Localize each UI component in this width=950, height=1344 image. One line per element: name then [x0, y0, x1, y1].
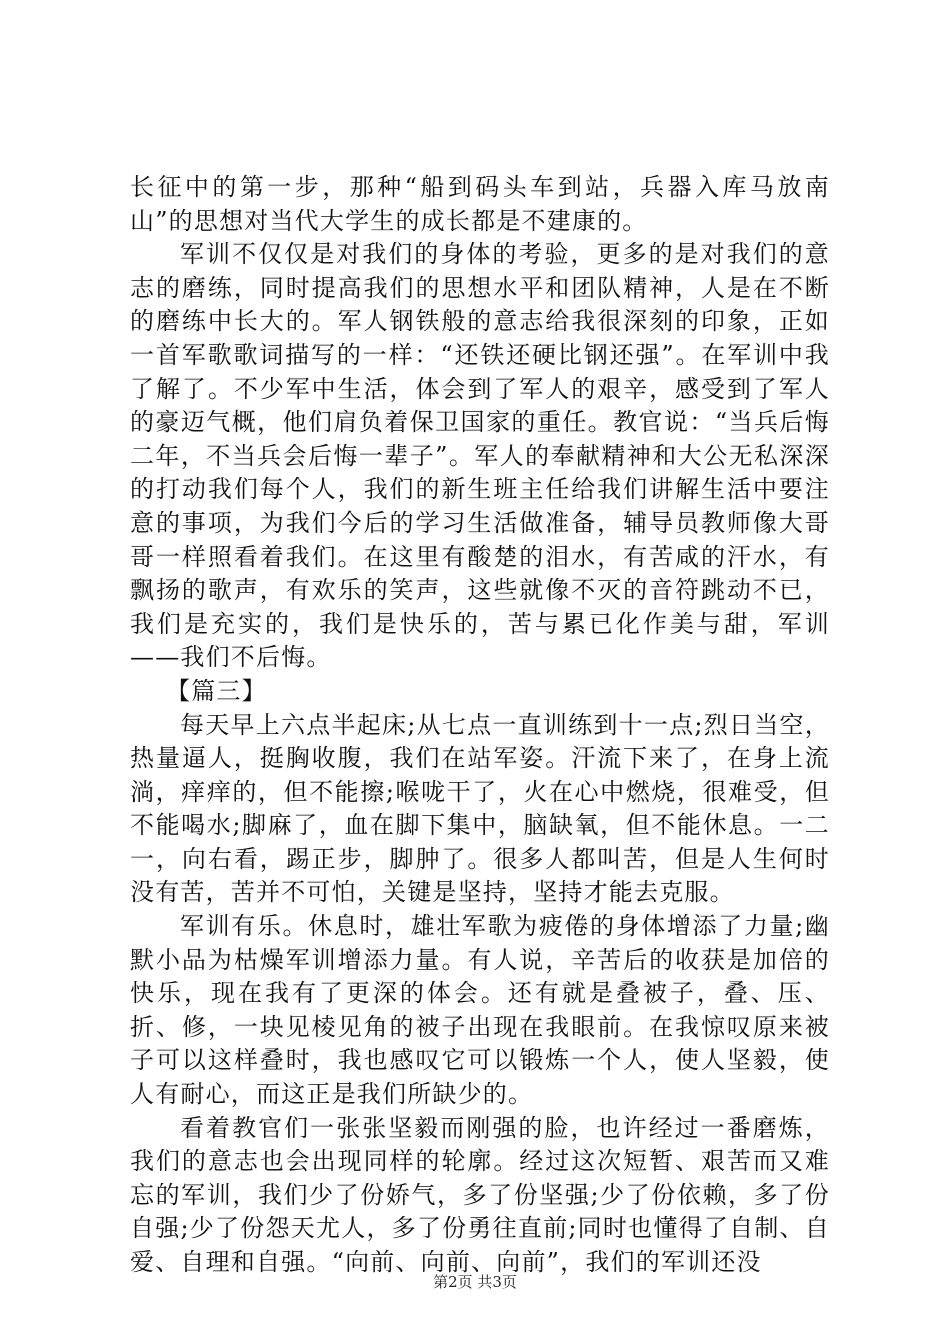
section-heading: 【篇三】 [166, 676, 267, 705]
paragraph-daily-training: 每天早上六点半起床;从七点一直训练到十一点;烈日当空，热量逼人，挺胸收腹，我们在站军姿。汗流下来了，在身上流淌，痒痒的，但不能擦;喉咙干了，火在心中燃烧，很难受，但不能喝水;脚麻了，血在脚下集中，脑缺氧，但不能休息。一二一，向右看，踢正步，脚肿了。很多人都叫苦，但是人生何时没有苦，苦并不可怕，关键是坚持，坚持才能去克服。 [130, 710, 830, 907]
document-body [130, 171, 830, 1280]
page-number-footer: 第2页 共3页 [433, 1273, 517, 1291]
paragraph-training-joy: 军训有乐。休息时，雄壮军歌为疲倦的身体增添了力量;幽默小品为枯燥军训增添力量。有人说，辛苦后的收获是加倍的快乐，现在我有了更深的体会。还有就是叠被子，叠、压、折、修，一块见棱见角的被子出现在我眼前。在我惊叹原来被子可以这样叠时，我也感叹它可以锻炼一个人，使人坚毅，使人有耐心，而这正是我们所缺少的。 [130, 912, 830, 1109]
paragraph-continuation: 长征中的第一步，那种“船到码头车到站，兵器入库马放南山”的思想对当代大学生的成长都是不建康的。 [130, 173, 830, 235]
paragraph-military-training-will: 军训不仅仅是对我们的身体的考验，更多的是对我们的意志的磨练，同时提高我们的思想水平和团队精神，人是在不断的磨练中长大的。军人钢铁般的意志给我很深刻的印象，正如一首军歌歌词描写的一样：“还铁还硬比钢还强”。在军训中我了解了。不少军中生活，体会到了军人的艰辛，感受到了军人的豪迈气概，他们肩负着保卫国家的重任。教官说：“当兵后悔二年，不当兵会后悔一辈子”。军人的奉献精神和大公无私深深的打动我们每个人，我们的新生班主任给我们讲解生活中要注意的事项，为我们今后的学习生活做准备，辅导员教师像大哥哥一样照看着我们。在这里有酸楚的泪水，有苦咸的汗水，有飘扬的歌声，有欢乐的笑声，这些就像不灭的音符跳动不已，我们是充实的，我们是快乐的，苦与累已化作美与甜，军训——我们不后悔。 [130, 240, 830, 672]
paragraph-instructors: 看着教官们一张张坚毅而刚强的脸，也许经过一番磨炼，我们的意志也会出现同样的轮廓。经过这次短暂、艰苦而又难忘的军训，我们少了份娇气，多了份坚强;少了份依赖，多了份自强;少了份怨天尤人，多了份勇往直前;同时也懂得了自制、自爱、自理和自强。“向前、向前、向前”，我们的军训还没 [130, 1113, 830, 1276]
